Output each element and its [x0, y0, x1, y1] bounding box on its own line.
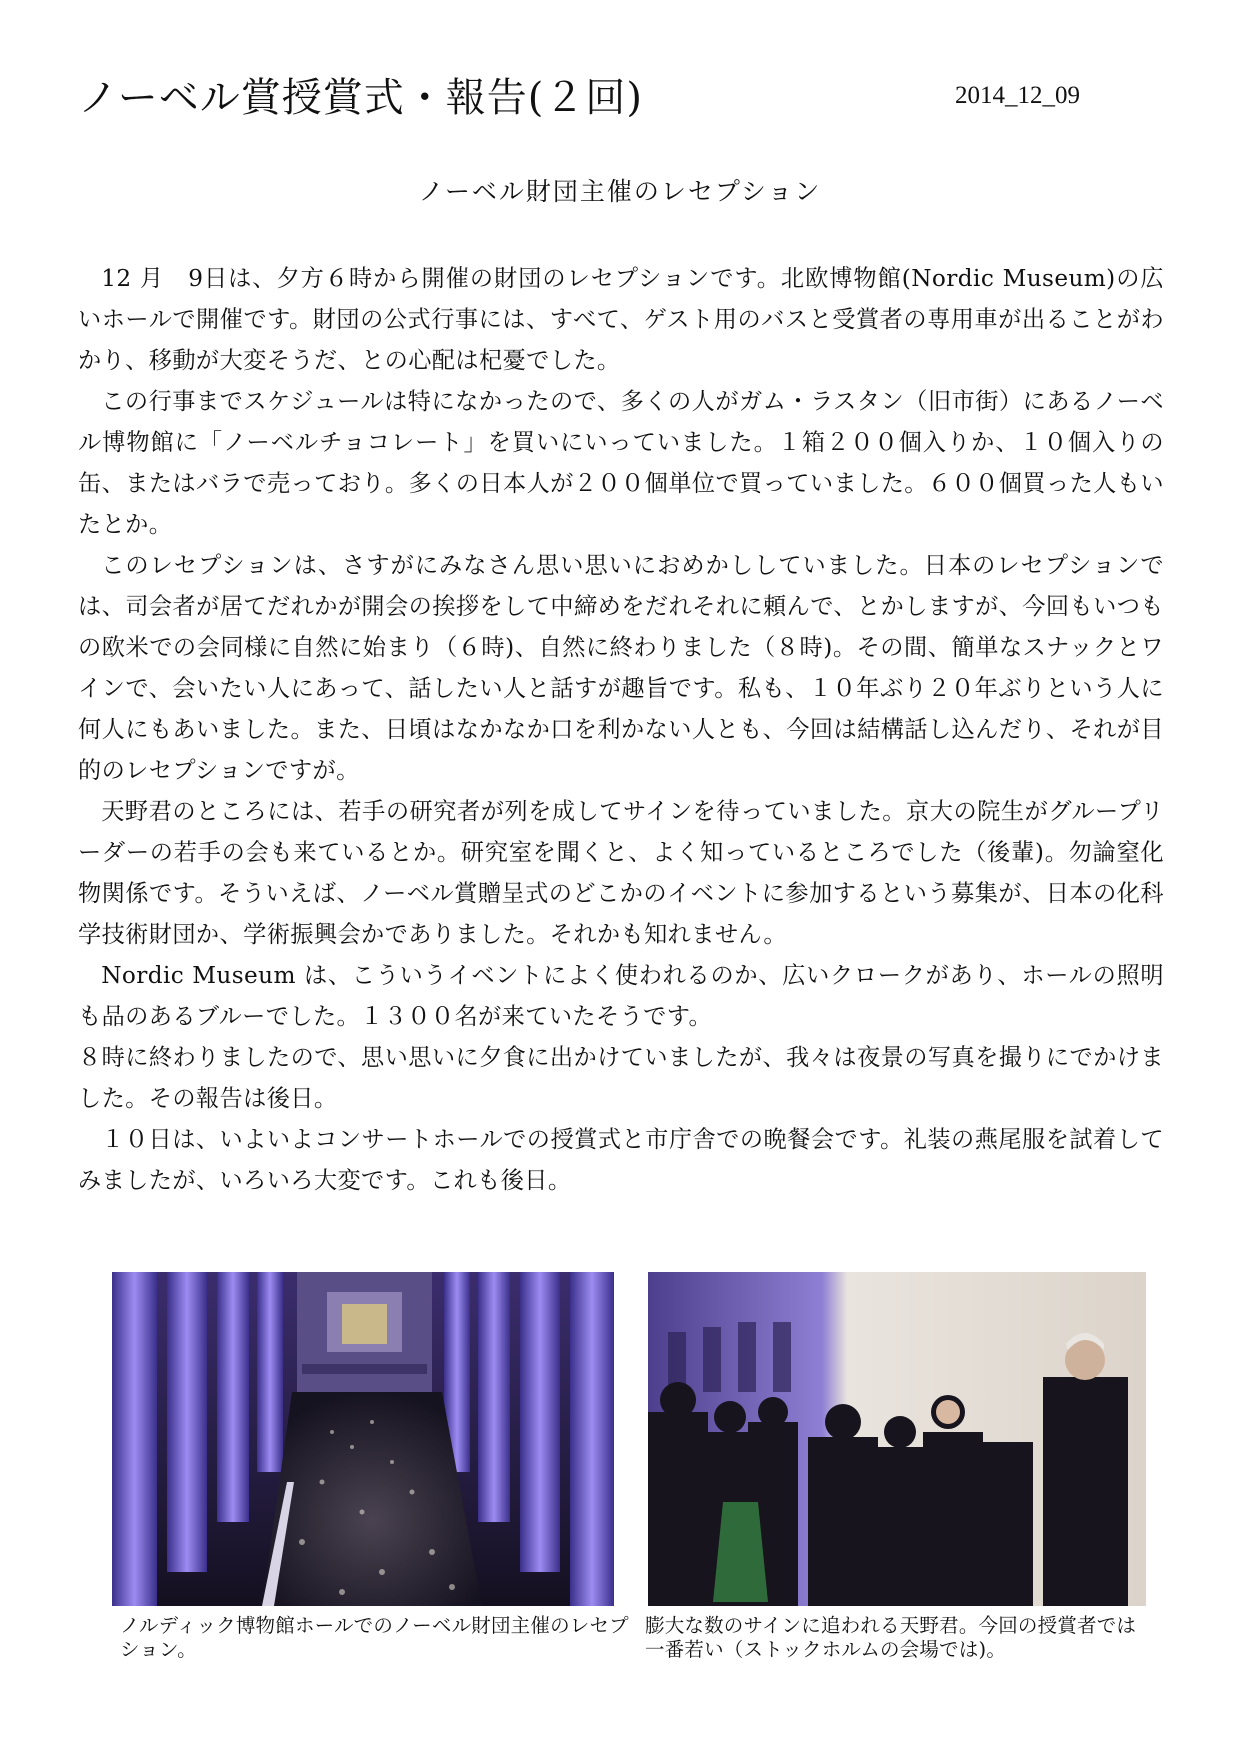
paragraph: 12 月 9日は、夕方６時から開催の財団のレセプションです。北欧博物館(Nordic Museum)の広いホールで開催です。財団の公式行事には、すべて、ゲスト用のバスと受賞者の専用車が出ることがわかり、移動が大変そうだ、との心配は杞憂でした。 [78, 265, 1164, 374]
signing-line-photo [648, 1272, 1146, 1606]
paragraph: １０日は、いよいよコンサートホールでの授賞式と市庁舎での晩餐会です。礼装の燕尾服を試着してみましたが、いろいろ大変です。これも後日。 [78, 1126, 1164, 1194]
paragraph: ８時に終わりましたので、思い思いに夕食に出かけていましたが、我々は夜景の写真を撮りにでかけました。その報告は後日。 [78, 1044, 1164, 1112]
reception-hall-photo [112, 1272, 614, 1606]
paragraph: このレセプションは、さすがにみなさん思い思いにおめかししていました。日本のレセプションでは、司会者が居てだれかが開会の挨拶をして中締めをだれそれに頼んで、とかしますが、今回もいつもの欧米での会同様に自然に始まり（６時)、自然に終わりました（８時)。その間、簡単なスナックとワインで、会いたい人にあって、話したい人と話すが趣旨です。私も、１０年ぶり２０年ぶりという人に何人にもあいました。また、日頃はなかなか口を利かない人とも、今回は結構話し込んだり、それが目的のレセプションですが。 [78, 552, 1164, 784]
paragraph: 天野君のところには、若手の研究者が列を成してサインを待っていました。京大の院生がグループリーダーの若手の会も来ているとか。研究室を聞くと、よく知っているところでした（後輩)。勿論窒化物関係です。そういえば、ノーベル賞贈呈式のどこかのイベントに参加するという募集が、日本の化科学技術財団か、学術振興会かでありました。それかも知れません。 [78, 798, 1164, 948]
photo-caption: 膨大な数のサインに追われる天野君。今回の授賞者では一番若い（ストックホルムの会場では)。 [645, 1614, 1137, 1661]
article-body [78, 258, 1164, 1201]
report-date: 2014_12_09 [955, 82, 1080, 109]
page-title: ノーベル賞授賞式・報告(２回) [78, 75, 644, 121]
photo-caption: ノルディック博物館ホールでのノーベル財団主催のレセプション。 [120, 1614, 629, 1661]
paragraph: この行事までスケジュールは特になかったので、多くの人がガム・ラスタン（旧市街）にあるノーベル博物館に「ノーベルチョコレート」を買いにいっていました。１箱２００個入りか、１０個入りの缶、またはバラで売っており。多くの日本人が２００個単位で買っていました。６００個買った人もいたとか。 [78, 388, 1164, 538]
paragraph: Nordic Museum は、こういうイベントによく使われるのか、広いクロークがあり、ホールの照明も品のあるブルーでした。１３００名が来ていたそうです。 [78, 962, 1164, 1030]
section-subtitle: ノーベル財団主催のレセプション [418, 177, 822, 206]
